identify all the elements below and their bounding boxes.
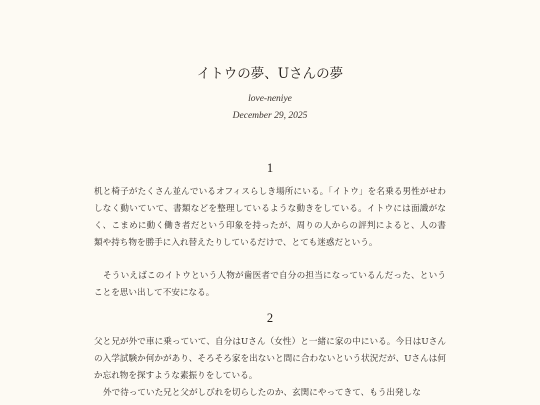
section-2-number: 2 — [266, 311, 274, 325]
document-date: December 29, 2025 — [232, 111, 308, 121]
section-1-number: 1 — [266, 161, 274, 175]
section-2-paragraph-2: 外で待っていた兄と父がしびれを切らしたのか、玄関にやってきて、もう出発しな — [103, 388, 421, 398]
document-author: love-neniye — [248, 94, 292, 104]
section-2-paragraph-1: 父と兄が外で車に乗っていて、自分はUさん（女性）と一緒に家の中にいる。今日はUさんの入学試験か何かがあり、そろそろ家を出ないと間に合わないという状況だが、Uさんは何か忘れ物を探すような素振りをしている。 — [94, 337, 446, 381]
section-1-paragraph-2: そういえばこのイトウという人物が歯医者で自分の担当になっているんだった、ということを思い出して不安になる。 — [94, 271, 446, 298]
section-1-paragraph-1: 机と椅子がたくさん並んでいるオフィスらしき場所にいる。「イトウ」を名乗る男性がせわしなく動いていて、書類などを整理しているような動きをしている。イトウには面識がなく、こまめに動く働き者だという印象を持ったが、周りの人からの評判によると、人の書類や持ち物を勝手に入れ替えたりしているだけで、とても迷惑だという。 — [94, 187, 446, 248]
document-title: イトウの夢、Uさんの夢 — [196, 66, 344, 82]
